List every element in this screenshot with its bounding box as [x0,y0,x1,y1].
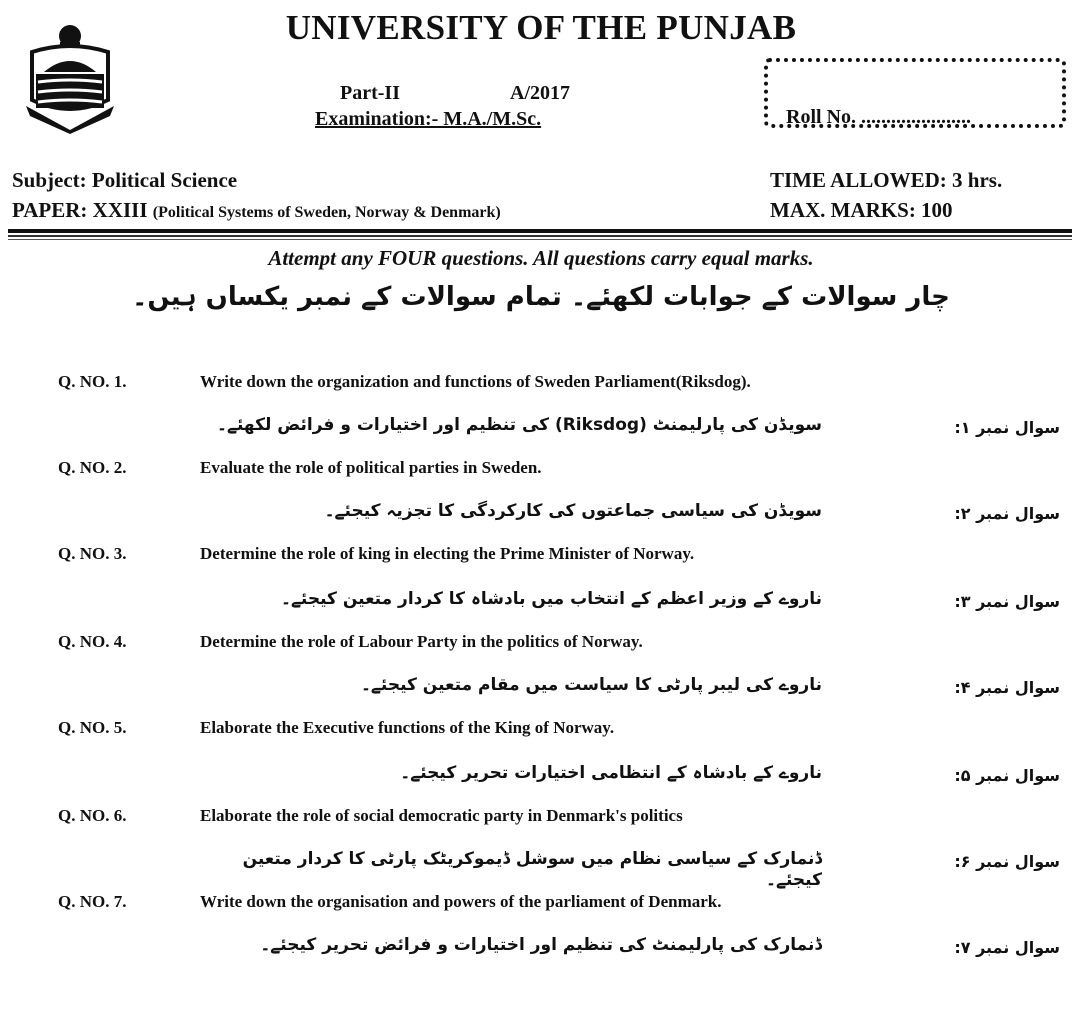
roll-number-label: Roll No. ...................... [786,106,971,128]
question-text: Elaborate the role of social democratic party in Denmark's politics [200,806,683,825]
university-name: UNIVERSITY OF THE PUNJAB [285,8,797,47]
question-label-urdu: سوال نمبر ۱: [954,418,1060,437]
question-label-urdu: سوال نمبر ۳: [954,592,1060,611]
question-label-urdu: سوال نمبر ۲: [954,504,1060,523]
examination-title: Examination:- M.A./M.Sc. [315,108,542,130]
paper-label [12,198,501,223]
paper-number: PAPER: XXIII [12,198,148,222]
question-text: Determine the role of king in electing the Prime Minister of Norway. [200,544,695,563]
question-text: Write down the organisation and powers of the parliament of Denmark. [200,892,722,911]
question-text-urdu: ناروے کے وزیر اعظم کے انتخاب میں بادشاہ کا کردار متعین کیجئے۔ [280,589,822,609]
header-divider [8,239,1072,240]
question-text-urdu: ڈنمارک کے سیاسی نظام میں سوشل ڈیموکریٹک پارٹی کا کردار متعین کیجئے۔ [242,849,822,890]
question-label-urdu: سوال نمبر ۷: [954,938,1060,957]
question-number: Q. NO. 6. [58,806,127,825]
question-label-urdu: سوال نمبر ۵: [954,766,1060,785]
paper-title: (Political Systems of Sweden, Norway & Denmark) [152,204,501,221]
instructions-english: Attempt any FOUR questions. All questions carry equal marks. [268,246,814,270]
question-text: Elaborate the Executive functions of the King of Norway. [200,718,615,737]
question-text: Write down the organization and functions of Sweden Parliament(Riksdog). [200,372,751,391]
instructions-urdu: چار سوالات کے جوابات لکھئے۔ تمام سوالات کے نمبر یکساں ہیں۔ [132,282,950,312]
time-allowed: TIME ALLOWED: 3 hrs. [770,168,1003,192]
question-number: Q. NO. 4. [58,632,127,651]
question-number: Q. NO. 2. [58,458,127,477]
question-number: Q. NO. 3. [58,544,127,563]
question-label-urdu: سوال نمبر ۶: [954,852,1060,871]
question-text-urdu: ناروے کی لیبر پارٹی کا سیاست میں مقام متعین کیجئے۔ [360,675,822,695]
question-text-urdu: سویڈن کی پارلیمنٹ (Riksdog) کی تنظیم اور اختیارات و فرائض لکھئے۔ [217,415,822,435]
question-text-urdu: ناروے کے بادشاہ کے انتظامی اختیارات تحریر کیجئے۔ [400,763,822,783]
question-number: Q. NO. 7. [58,892,127,911]
question-number: Q. NO. 1. [58,372,127,391]
question-text: Evaluate the role of political parties in Sweden. [200,458,542,477]
exam-session: A/2017 [510,82,570,104]
exam-part: Part-II [340,82,400,104]
question-label-urdu: سوال نمبر ۴: [954,678,1060,697]
question-text-urdu: ڈنمارک کی پارلیمنٹ کی تنظیم اور اختیارات و فرائض تحریر کیجئے۔ [260,935,822,955]
subject-label: Subject: Political Science [12,168,238,192]
question-number: Q. NO. 5. [58,718,127,737]
question-text: Determine the role of Labour Party in the politics of Norway. [200,632,643,651]
max-marks: MAX. MARKS: 100 [770,198,953,222]
question-text-urdu: سویڈن کی سیاسی جماعتوں کی کارکردگی کا تجزیہ کیجئے۔ [324,501,822,521]
header-divider [8,229,1072,233]
header-divider [8,235,1072,237]
